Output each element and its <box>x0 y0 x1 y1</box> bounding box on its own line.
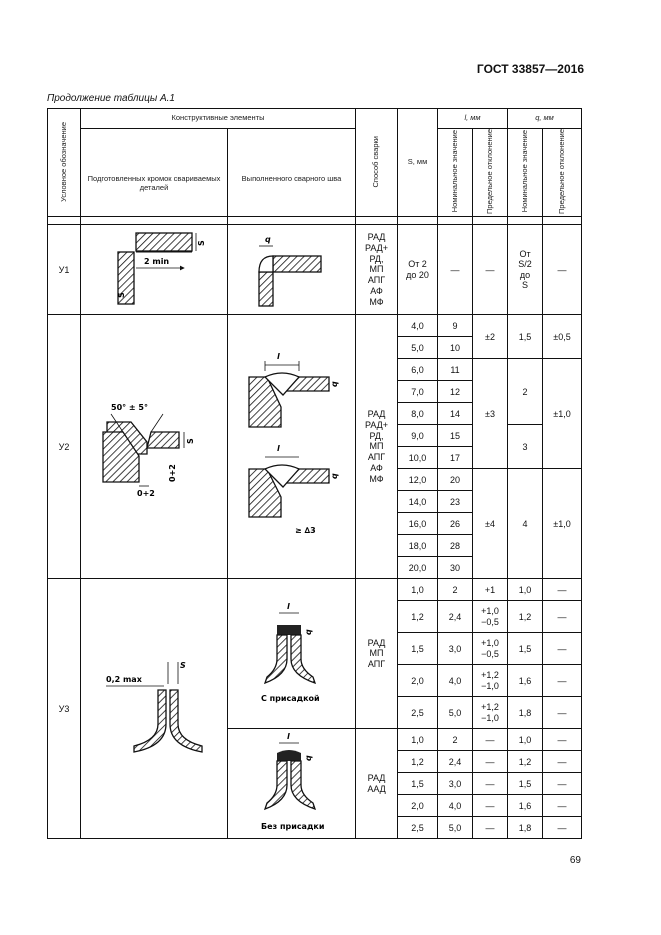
y3-filler-sketch <box>228 579 356 729</box>
table-cell: 5,0 <box>398 337 438 359</box>
table-cell <box>48 217 81 225</box>
table-cell: 12,0 <box>398 469 438 491</box>
y2-prepared-sketch <box>81 315 228 579</box>
table-cell: +1,0 −0,5 <box>473 601 508 633</box>
table-cell: 9 <box>438 315 473 337</box>
table-cell: 28 <box>438 535 473 557</box>
y3-code: У3 <box>48 579 81 839</box>
y1-weld-sketch <box>228 225 356 315</box>
table-cell: 20 <box>438 469 473 491</box>
table-cell: — <box>543 729 582 751</box>
svg-text:q: q <box>329 381 339 387</box>
y1-methods: РАД РАД+ РД, МП АПГ АФ МФ <box>356 225 398 315</box>
table-cell: 2,4 <box>438 601 473 633</box>
svg-text:Без присадки: Без присадки <box>260 822 324 832</box>
table-cell: 18,0 <box>398 535 438 557</box>
table-cell: 14 <box>438 403 473 425</box>
svg-text:0+2: 0+2 <box>168 463 177 482</box>
table-cell: 9,0 <box>398 425 438 447</box>
table-cell <box>543 217 582 225</box>
svg-text:S: S <box>117 292 126 298</box>
table-cell <box>508 217 543 225</box>
table-cell: 1,2 <box>508 751 543 773</box>
y1-prepared-sketch <box>81 225 228 315</box>
svg-text:≥ ∆3: ≥ ∆3 <box>294 525 316 535</box>
table-cell: 30 <box>438 557 473 579</box>
col-l-deviation: Предельное отклонение <box>473 129 508 217</box>
table-cell: 3 <box>508 425 543 469</box>
col-prepared: Подготовленных кромок свариваемых деталей <box>81 129 228 217</box>
table-cell: 4,0 <box>398 315 438 337</box>
table-cell: ±1,0 <box>543 469 582 579</box>
table-cell: 10,0 <box>398 447 438 469</box>
table-cell: — <box>543 665 582 697</box>
col-elements: Конструктивные элементы <box>81 109 356 129</box>
svg-text:0+2: 0+2 <box>137 488 155 498</box>
y1-q-deviation: — <box>543 225 582 315</box>
table-cell: 2 <box>438 729 473 751</box>
table-cell: +1,2 −1,0 <box>473 665 508 697</box>
table-cell: — <box>543 579 582 601</box>
table-caption: Продолжение таблицы А.1 <box>47 93 175 104</box>
table-cell: 16,0 <box>398 513 438 535</box>
table-cell: 3,0 <box>438 773 473 795</box>
table-cell: 1,5 <box>508 633 543 665</box>
svg-text:q: q <box>264 234 271 244</box>
y1-q-nominal: От S/2 до S <box>508 225 543 315</box>
table-cell: 1,6 <box>508 665 543 697</box>
standard-number: ГОСТ 33857—2016 <box>476 62 584 76</box>
table-cell <box>81 217 228 225</box>
svg-text:S: S <box>180 660 186 670</box>
table-cell: — <box>473 729 508 751</box>
table-cell: 10 <box>438 337 473 359</box>
y2-weld-sketch <box>228 315 356 579</box>
page-number: 69 <box>569 855 581 866</box>
table-cell: 11 <box>438 359 473 381</box>
table-cell <box>356 217 398 225</box>
svg-text:l: l <box>276 351 280 361</box>
y2-code: У2 <box>48 315 81 579</box>
table-cell: — <box>543 697 582 729</box>
table-cell: — <box>473 795 508 817</box>
table-cell: 1,2 <box>398 601 438 633</box>
table-cell: 2 <box>438 579 473 601</box>
table-cell: 23 <box>438 491 473 513</box>
svg-text:50° ± 5°: 50° ± 5° <box>111 402 148 412</box>
row-y1 <box>48 225 582 315</box>
col-weld: Выполненного сварного шва <box>228 129 356 217</box>
table-cell: 1,6 <box>508 795 543 817</box>
table-cell: 4,0 <box>438 795 473 817</box>
svg-text:l: l <box>276 443 280 453</box>
table-cell: 15 <box>438 425 473 447</box>
col-l-nominal: Номинальное значение <box>438 129 473 217</box>
svg-text:С присадкой: С присадкой <box>260 693 320 703</box>
table-cell: — <box>543 795 582 817</box>
y3-prepared-sketch <box>81 579 228 839</box>
table-cell: 1,5 <box>398 773 438 795</box>
table-cell: — <box>543 751 582 773</box>
row-y2 <box>48 315 582 337</box>
y2-methods: РАД РАД+ РД, МП АПГ АФ МФ <box>356 315 398 579</box>
table-cell: +1,0 −0,5 <box>473 633 508 665</box>
table-cell: 4,0 <box>438 665 473 697</box>
table-cell: 1,2 <box>398 751 438 773</box>
table-cell <box>473 217 508 225</box>
table-cell: 1,2 <box>508 601 543 633</box>
table-cell: — <box>543 633 582 665</box>
table-cell: 17 <box>438 447 473 469</box>
table-cell: 1,5 <box>508 773 543 795</box>
svg-text:S: S <box>186 438 195 444</box>
table-cell: 20,0 <box>398 557 438 579</box>
svg-text:q: q <box>303 629 313 635</box>
col-method: Способ сварки <box>356 109 398 217</box>
y3-nofiller-methods: РАД ААД <box>356 729 398 839</box>
table-cell <box>438 217 473 225</box>
table-cell <box>228 217 356 225</box>
table-cell: — <box>473 773 508 795</box>
table-cell: 4 <box>508 469 543 579</box>
y1-code: У1 <box>48 225 81 315</box>
table-cell: 2,5 <box>398 817 438 839</box>
table-cell: 1,5 <box>508 315 543 359</box>
table-cell: 26 <box>438 513 473 535</box>
table-cell: ±3 <box>473 359 508 469</box>
table-cell: 1,8 <box>508 697 543 729</box>
table-cell: — <box>473 751 508 773</box>
table-cell: ±0,5 <box>543 315 582 359</box>
table-cell: +1,2 −1,0 <box>473 697 508 729</box>
y3-nofiller-sketch <box>228 729 356 839</box>
svg-text:q: q <box>303 755 313 762</box>
svg-text:2 min: 2 min <box>144 256 170 266</box>
table-cell: 1,5 <box>398 633 438 665</box>
table-cell <box>398 217 438 225</box>
svg-text:S: S <box>197 240 206 246</box>
y1-s: От 2 до 20 <box>398 225 438 315</box>
table-cell: 12 <box>438 381 473 403</box>
col-q-nominal: Номинальное значение <box>508 129 543 217</box>
table-cell: 7,0 <box>398 381 438 403</box>
table-cell: 2,5 <box>398 697 438 729</box>
table-cell: ±1,0 <box>543 359 582 469</box>
table-cell: — <box>543 817 582 839</box>
svg-text:0,2 max: 0,2 max <box>106 674 142 684</box>
table-cell: 1,0 <box>508 729 543 751</box>
col-q-deviation: Предельное отклонение <box>543 129 582 217</box>
y3-filler-methods: РАД МП АПГ <box>356 579 398 729</box>
table-cell: 1,0 <box>508 579 543 601</box>
table-cell: ±2 <box>473 315 508 359</box>
col-q: q, мм <box>508 109 582 129</box>
table-cell: — <box>543 601 582 633</box>
table-cell: 3,0 <box>438 633 473 665</box>
svg-text:l: l <box>286 601 290 611</box>
col-s: S, мм <box>398 109 438 217</box>
table-cell: 2 <box>508 359 543 425</box>
table-cell: 2,4 <box>438 751 473 773</box>
table-cell: 2,0 <box>398 665 438 697</box>
table-cell: — <box>543 773 582 795</box>
table-cell: 1,0 <box>398 579 438 601</box>
table-cell: 8,0 <box>398 403 438 425</box>
table-cell: 5,0 <box>438 817 473 839</box>
welds-table <box>47 108 582 839</box>
y1-l-nominal: — <box>438 225 473 315</box>
table-cell: 5,0 <box>438 697 473 729</box>
svg-text:q: q <box>329 473 339 479</box>
table-cell: 6,0 <box>398 359 438 381</box>
table-cell: 1,0 <box>398 729 438 751</box>
y1-l-deviation: — <box>473 225 508 315</box>
table-cell: 1,8 <box>508 817 543 839</box>
svg-text:l: l <box>286 732 290 742</box>
table-cell: ±4 <box>473 469 508 579</box>
col-designation: Условное обозначение <box>48 109 81 217</box>
table-cell: +1 <box>473 579 508 601</box>
col-l: l, мм <box>438 109 508 129</box>
table-cell: — <box>473 817 508 839</box>
table-cell: 2,0 <box>398 795 438 817</box>
row-y3 <box>48 579 582 601</box>
table-cell: 14,0 <box>398 491 438 513</box>
